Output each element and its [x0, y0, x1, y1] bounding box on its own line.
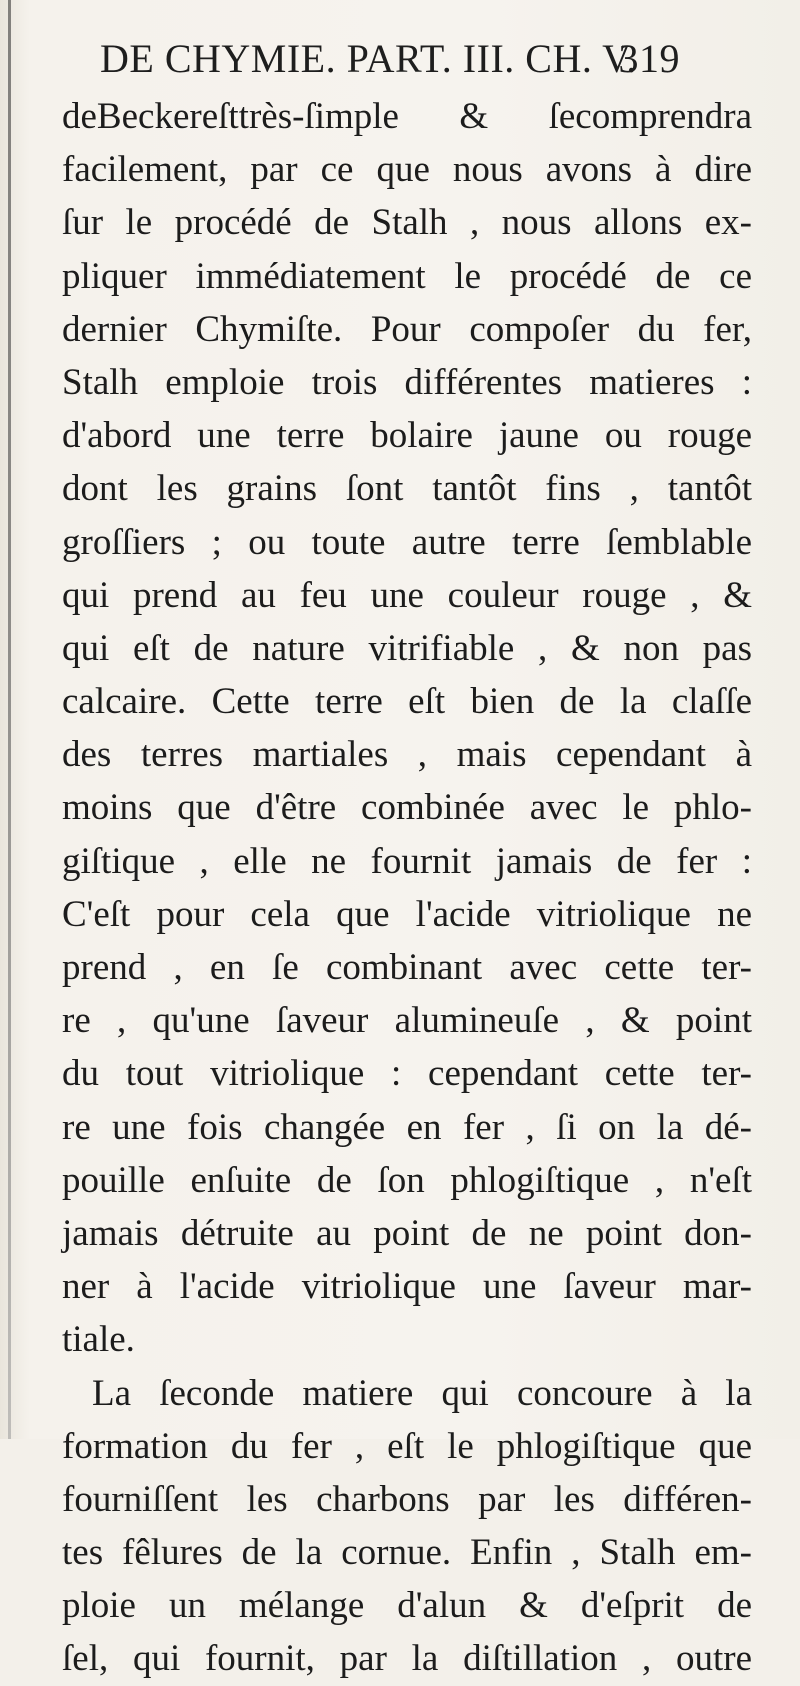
page-number: 319: [618, 36, 680, 81]
text-line: dernier Chymiſte. Pour compoſer du fer,: [62, 308, 752, 350]
text-line: formation du fer , eſt le phlogiſtique que: [62, 1425, 752, 1467]
text-line: ſur le procédé de Stalh , nous allons ex-: [62, 202, 752, 244]
text-line: qui prend au feu une couleur rouge , &: [62, 574, 752, 616]
text-line: jamais détruite au point de ne point don-: [62, 1212, 752, 1254]
running-head: [100, 28, 740, 90]
body-text: [62, 90, 752, 1686]
text-line: d'abord une terre bolaire jaune ou rouge: [62, 415, 752, 457]
text-line: moins que d'être combinée avec le phlo-: [62, 787, 752, 829]
text-line: prend , en ſe combinant avec cette ter-: [62, 947, 752, 988]
text-line: pouille enſuite de ſon phlogiſtique , n'eſt: [62, 1159, 752, 1201]
text-line: du tout vitriolique : cependant cette ter-: [62, 1053, 752, 1095]
text-line: re , qu'une ſaveur alumineuſe , & point: [62, 1000, 752, 1042]
text-line: dont les grains ſont tantôt fins , tantôt: [62, 468, 752, 510]
text-line: re une fois changée en fer , ſi on la dé-: [62, 1106, 752, 1148]
text-line: ſel, qui fournit, par la diſtillation , outre: [62, 1638, 752, 1680]
running-head-title: DE CHYMIE. PART. III. CH. V.: [100, 36, 637, 81]
text-line: C'eſt pour cela que l'acide vitriolique ne: [62, 893, 752, 935]
text-line: giſtique , elle ne fournit jamais de fer :: [62, 840, 752, 882]
text-line: groſſiers ; ou toute autre terre ſemblable: [62, 521, 752, 563]
text-line: Stalh emploie trois différentes matieres :: [62, 361, 752, 403]
text-line: deBeckereſttrès-ſimple & ſecomprendra: [62, 96, 752, 137]
text-line: des terres martiales , mais cependant à: [62, 734, 752, 776]
text-line: calcaire. Cette terre eſt bien de la claſſe: [62, 681, 752, 723]
paragraph-start-line: La ſeconde matiere qui concoure à la: [92, 1372, 752, 1414]
paragraph-end-line: tiale.: [62, 1319, 135, 1361]
text-line: ploie un mélange d'alun & d'eſprit de: [62, 1585, 752, 1627]
page-gutter-edge: [8, 0, 11, 1439]
text-line: fourniſſent les charbons par les différen-: [62, 1478, 752, 1520]
text-line: qui eſt de nature vitrifiable , & non pas: [62, 627, 752, 669]
text-line: pliquer immédiatement le procédé de ce: [62, 255, 752, 297]
text-line: ner à l'acide vitriolique une ſaveur mar-: [62, 1266, 752, 1308]
text-line: tes fêlures de la cornue. Enfin , Stalh em-: [62, 1532, 752, 1574]
text-line: facilement, par ce que nous avons à dire: [62, 149, 752, 191]
